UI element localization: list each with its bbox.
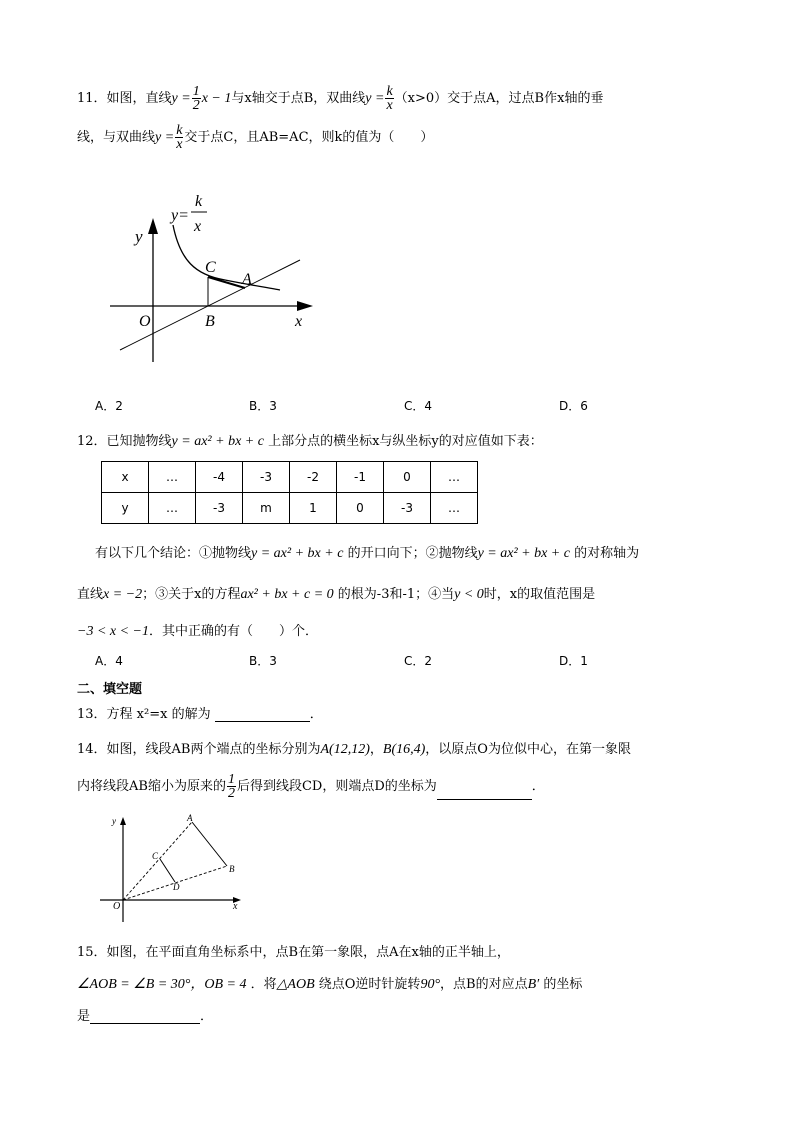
table-row: y … -3 m 1 0 -3 …: [102, 493, 478, 524]
q11-curve-x: x: [194, 218, 202, 235]
q11-curve-eq: y=: [171, 207, 189, 224]
q12-option-b: B．3: [249, 654, 277, 668]
q11-curve-k: k: [195, 193, 203, 210]
q12-line1: 12．已知抛物线y = ax² + bx + c 上部分点的横坐标x与纵坐标y的对应值如下表：: [77, 434, 543, 449]
q12-option-a: A．4: [95, 654, 123, 668]
q14-figure: [95, 812, 250, 927]
q12-conclusions-line3: −3 < x < −1．其中正确的有（ ）个．: [77, 624, 319, 639]
q12-value-table: [101, 461, 478, 524]
q14-line1: 14．如图，线段AB两个端点的坐标分别为A(12,12)，B(16,4)，以原点O为位似中心，在第一象限: [77, 742, 631, 757]
q11-b-label: B: [205, 313, 215, 330]
q12-option-c: C．2: [404, 654, 433, 668]
q11-option-c: C．4: [404, 399, 433, 413]
q14-answer-blank[interactable]: [437, 785, 532, 800]
svg-text:y: y: [112, 816, 116, 826]
q15-line2: ∠AOB = ∠B = 30°，OB = 4 ．将△AOB 绕点O逆时针旋转90°，点B的对应点B′ 的坐标: [77, 977, 583, 992]
q11-c-label: C: [205, 259, 216, 276]
section-heading: 二、填空题: [77, 682, 143, 697]
svg-text:D: D: [173, 882, 180, 892]
q11-y-label: y: [135, 227, 143, 246]
q13-answer-blank[interactable]: [215, 707, 310, 722]
q12-conclusions-line1: 有以下几个结论：①抛物线y = ax² + bx + c 的开口向下；②抛物线y = ax² + bx + c 的对称轴为: [95, 546, 640, 561]
q14-line2: 内将线段AB缩小为原来的 $\frac{1}{2}$ 后得到线段CD，则端点D的坐标为 ．: [77, 772, 545, 801]
svg-text:A: A: [187, 813, 193, 823]
q11-option-a: A．2: [95, 399, 123, 413]
q11-option-b: B．3: [249, 399, 277, 413]
q11-option-d: D．6: [559, 399, 588, 413]
q11-a-label: A: [242, 271, 252, 288]
table-row: x … -4 -3 -2 -1 0 …: [102, 462, 478, 493]
q11-line2: 线，与双曲线y = $\frac{k}{x}$ 交于点C，且AB=AC，则k的值为（ ）: [77, 123, 434, 152]
q12-conclusions-line2: 直线x = −2；③关于x的方程ax² + bx + c = 0 的根为-3和-1；④当y < 0时，x的取值范围是: [77, 587, 596, 602]
q12-option-d: D．1: [559, 654, 588, 668]
q15-line1: 15．如图，在平面直角坐标系中，点B在第一象限，点A在x轴的正半轴上，: [77, 945, 510, 960]
svg-text:B: B: [229, 864, 235, 874]
svg-text:x: x: [233, 901, 238, 912]
q15-line3: 是 ．: [77, 1009, 214, 1024]
q11-x-label: x: [295, 313, 303, 330]
q13: 13．方程 x²=x 的解为 ．: [77, 707, 323, 722]
svg-text:C: C: [152, 851, 159, 861]
q11-o-label: O: [139, 313, 151, 330]
q11-line1: 11．如图，直线y = $\frac{1}{2}$ x − 1与x轴交于点B，双曲线y = $\frac{k}{x}$ （x>0）交于点A，过点B作x轴的垂: [77, 84, 604, 113]
q11-figure: [105, 180, 325, 370]
q15-answer-blank[interactable]: [90, 1009, 200, 1024]
svg-text:O: O: [113, 901, 121, 912]
